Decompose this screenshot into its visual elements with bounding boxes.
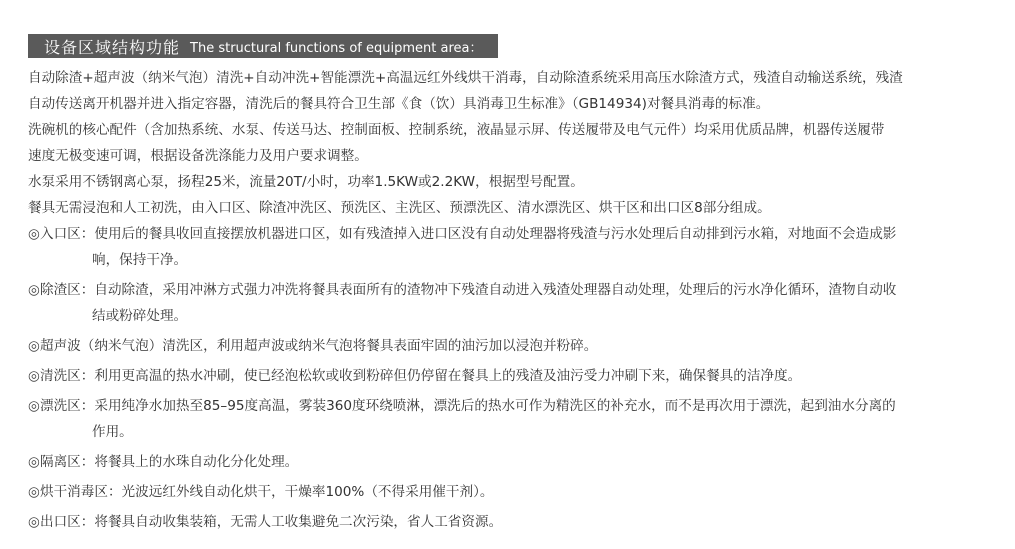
zone-text: 出口区：将餐具自动收集装箱，无需人工收集避免二次污染，省人工省资源。 [40, 514, 503, 530]
paragraph-line: 水泵采用不锈钢离心泵，扬程25米，流量20T/小时，功率1.5KW或2.2KW，根据型号配置。 [28, 174, 584, 190]
circle-dot-icon: ◎ [28, 484, 40, 500]
paragraph-line: 自动传送离开机器并进入指定容器，清洗后的餐具符合卫生部《食（饮）具消毒卫生标准》（GB14934)对餐具消毒的标准。 [28, 96, 770, 112]
content-body [28, 65, 1003, 539]
zone-text: 烘干消毒区：光波远红外线自动化烘干，干燥率100%（不得采用催干剂）。 [40, 484, 494, 500]
circle-dot-icon: ◎ [28, 226, 40, 242]
paragraph-components [28, 117, 1003, 169]
list-item [28, 363, 1003, 389]
circle-dot-icon: ◎ [28, 338, 40, 354]
zone-text: 除渣区：自动除渣，采用冲淋方式强力冲洗将餐具表面所有的渣物冲下残渣自动进入残渣处理器自动处理，处理后的污水净化循环，渣物自动收 [40, 282, 897, 298]
section-title-cn: 设备区域结构功能 [44, 37, 181, 57]
paragraph-line: 洗碗机的核心配件（含加热系统、水泵、传送马达、控制面板、控制系统，液晶显示屏、传送履带及电气元件）均采用优质品牌，机器传送履带 [28, 122, 885, 138]
section-header [28, 34, 498, 58]
list-item [28, 221, 1003, 273]
list-item [28, 333, 1003, 359]
paragraph-line: 速度无极变速可调，根据设备洗涤能力及用户要求调整。 [28, 148, 368, 164]
circle-dot-icon: ◎ [28, 454, 40, 470]
zone-text: 清洗区：利用更高温的热水冲刷，使已经泡松软或收到粉碎但仍停留在餐具上的残渣及油污受力冲刷下来，确保餐具的洁净度。 [40, 368, 802, 384]
paragraph-process [28, 65, 1003, 117]
circle-dot-icon: ◎ [28, 398, 40, 414]
list-item [28, 449, 1003, 475]
list-item [28, 393, 1003, 445]
zone-text: 超声波（纳米气泡）清洗区，利用超声波或纳米气泡将餐具表面牢固的油污加以浸泡并粉碎。 [40, 338, 598, 354]
list-item [28, 509, 1003, 535]
paragraph-zones-intro [28, 195, 1003, 221]
zone-text: 漂洗区：采用纯净水加热至85–95度高温，雾装360度环绕喷淋，漂洗后的热水可作为精洗区的补充水，而不是再次用于漂洗，起到油水分离的 [40, 398, 896, 414]
list-item [28, 479, 1003, 505]
circle-dot-icon: ◎ [28, 368, 40, 384]
circle-dot-icon: ◎ [28, 282, 40, 298]
zone-list [28, 221, 1003, 535]
paragraph-pump [28, 169, 1003, 195]
list-item [28, 277, 1003, 329]
zone-text: 隔离区：将餐具上的水珠自动化分化处理。 [40, 454, 299, 470]
zone-text-cont: 结或粉碎处理。 [92, 308, 188, 324]
zone-text-cont: 作用。 [92, 424, 133, 440]
zone-text-cont: 响，保持干净。 [92, 252, 188, 268]
paragraph-line: 自动除渣+超声波（纳米气泡）清洗+自动冲洗+智能漂洗+高温远红外线烘干消毒，自动除渣系统采用高压水除渣方式，残渣自动输送系统，残渣 [28, 70, 903, 86]
paragraph-line: 餐具无需浸泡和人工初洗，由入口区、除渣冲洗区、预洗区、主洗区、预漂洗区、清水漂洗区、烘干区和出口区8部分组成。 [28, 200, 771, 216]
zone-text: 入口区：使用后的餐具收回直接摆放机器进口区，如有残渣掉入进口区没有自动处理器将残渣与污水处理后自动排到污水箱，对地面不会造成影 [40, 226, 897, 242]
section-title-en: The structural functions of equipment area： [190, 40, 483, 56]
circle-dot-icon: ◎ [28, 514, 40, 530]
